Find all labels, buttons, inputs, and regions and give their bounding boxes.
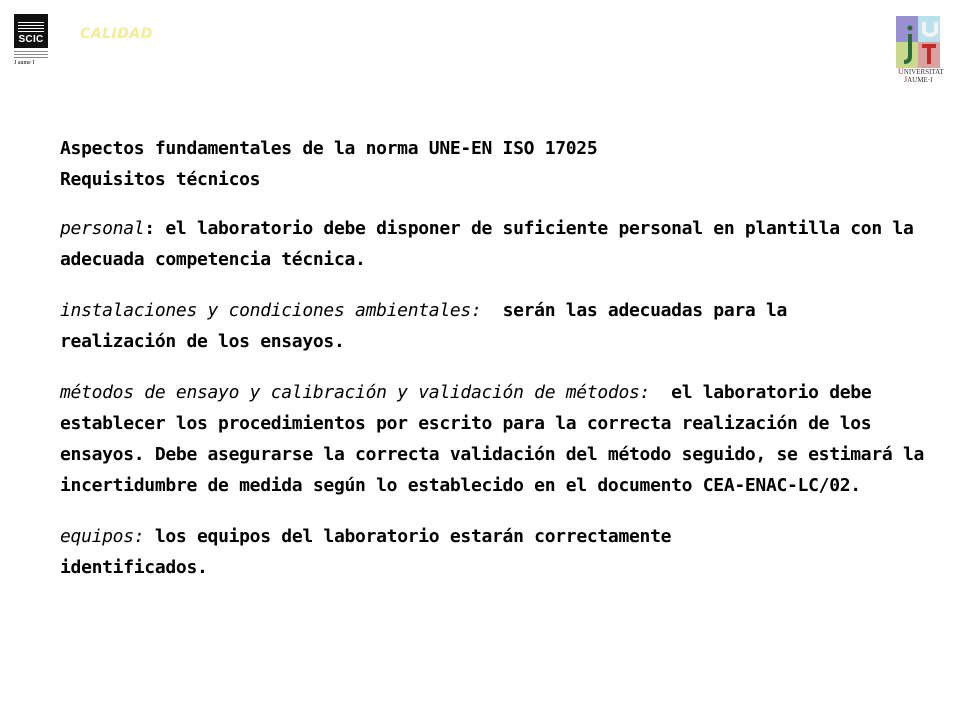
item-text: serán las adecuadas para la realización de los ensayos. (60, 300, 788, 352)
slide-title: Aspectos fundamentales de la norma UNE-EN ISO 17025 (60, 138, 598, 159)
university-logo-icon (896, 16, 940, 68)
list-item-instalaciones (60, 295, 820, 357)
scic-logo (14, 14, 54, 67)
scic-logo-mark: J aume I (14, 60, 35, 66)
item-term: personal (60, 218, 145, 239)
university-logo-line2: JAUME·I (904, 75, 933, 84)
section-heading: Requisitos técnicos (60, 169, 261, 190)
scic-logo-lines-icon (18, 22, 44, 32)
scic-logo-box (14, 14, 48, 48)
university-logo (896, 16, 952, 84)
header-label: CALIDAD (80, 26, 153, 42)
item-text: los equipos del laboratorio estarán correctamente identificados. (60, 526, 672, 578)
item-term: métodos de ensayo y calibración y validación de métodos: (60, 382, 651, 403)
list-item-equipos (60, 521, 780, 583)
slide-content (60, 133, 950, 583)
item-text: el laboratorio debe disponer de suficiente personal en plantilla con la adecuada competencia técnica. (60, 218, 914, 270)
list-item-metodos (60, 377, 950, 501)
scic-logo-text: SCIC (18, 34, 44, 45)
university-logo-line1: UNIVERSITAT (898, 67, 944, 76)
list-item-personal: personal: el laboratorio debe disponer de suficiente personal en plantilla con la adecuada competencia técnica. (60, 218, 914, 270)
item-text: el laboratorio debe establecer los procedimientos por escrito para la correcta realización de los ensayos. Debe asegurarse la correcta validación del método seguido, se estimará la incertidumbre de medida según lo establecido en el documento CEA-ENAC-LC/02. (60, 382, 925, 496)
item-term: equipos: (60, 526, 145, 547)
item-term: instalaciones y condiciones ambientales: (60, 300, 482, 321)
scic-logo-sublines-icon (14, 51, 48, 58)
